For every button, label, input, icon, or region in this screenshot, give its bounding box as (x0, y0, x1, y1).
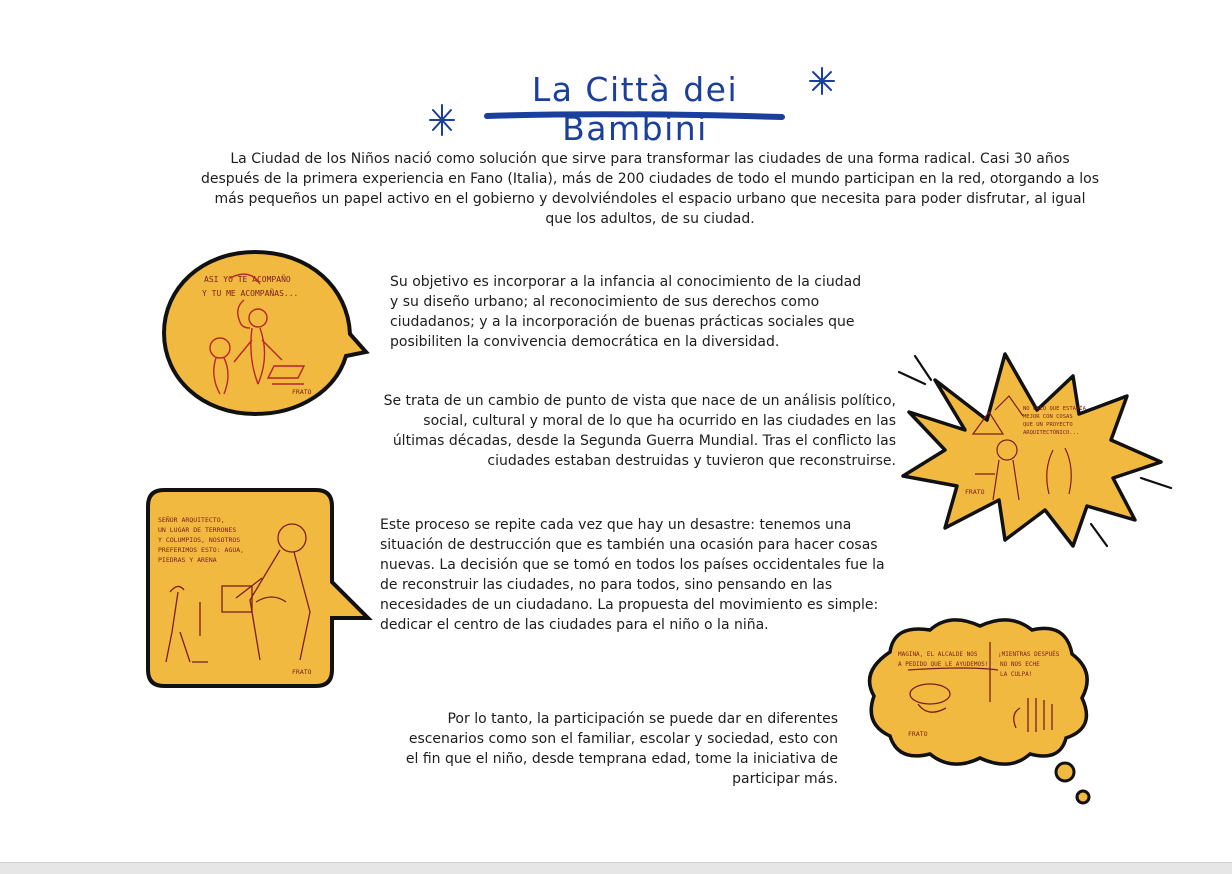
star-icon (810, 68, 834, 94)
page-title: La Città dei Bambini (531, 70, 739, 148)
cartoon-caption: ARQUITECTÓNICO... (1023, 430, 1080, 436)
cartoon-signature: FRATO (292, 388, 312, 396)
paragraph-process: Este proceso se repite cada vez que hay un desastre: tenemos una situación de destrucción que es también una ocasión para hacer cosas nuevas. La decisión que se tomó en todos los países occidentales fue la de reconstruir las ciudades, no para todos, sino pensando en las necesidades de un ciudadano. La propuesta del movimiento es simple: dedicar el centro de las ciudades para el niño o la niña. (380, 517, 885, 633)
cartoon-caption: MAGINA, EL ALCALDE NOS (898, 651, 978, 658)
cartoon-signature: FRATO (965, 488, 985, 496)
cartoon-caption: Y TU ME ACOMPAÑAS... (202, 289, 299, 298)
cartoon-caption: LA CULPA! (1000, 671, 1033, 678)
cartoon-caption: ASI YO TE ACOMPAÑO (204, 275, 291, 284)
star-icon (430, 105, 454, 135)
paragraph-change: Se trata de un cambio de punto de vista que nace de un análisis político, social, cultural y moral de lo que ha ocurrido en las ciudades en las últimas décadas, desde la Segunda Guerra Mundial. Tras el conflicto las ciudades estaban destruidas y tuvieron que reconstruirse. (383, 393, 896, 469)
cartoon-speech-bubble-square (144, 486, 370, 692)
cartoon-caption: NO NOS ECHE (1000, 661, 1040, 668)
cartoon-caption: Y COLUMPIOS, NOSOTROS (158, 536, 241, 544)
cartoon-caption: A PEDIDO QUE LE AYUDEMOS! (898, 661, 989, 668)
cartoon-caption: NO CREO QUE ESTARÍA (1023, 406, 1086, 412)
cartoon-caption: UN LUGAR DE TERRONES (158, 526, 237, 534)
cartoon-caption: SEÑOR ARQUITECTO, (158, 516, 225, 524)
paragraph-objective: Su objetivo es incorporar a la infancia al conocimiento de la ciudad y su diseño urbano; al reconocimiento de sus derechos como ciudadanos; y a la incorporación de buenas prácticas sociales que posibiliten la convivencia democrática en la diversidad. (390, 274, 862, 350)
cartoon-speech-bubble-round (160, 248, 370, 418)
page-bottom-bar (0, 862, 1232, 874)
paragraph-participation: Por lo tanto, la participación se puede dar en diferentes escenarios como son el familiar, escolar y sociedad, esto con el fin que el niño, desde temprana edad, tome la iniciativa de participar más. (405, 711, 838, 787)
title-decoration (420, 60, 860, 140)
cartoon-caption: MEJOR CON COSAS (1023, 414, 1073, 420)
cartoon-caption: PIEDRAS Y ARENA (158, 556, 217, 564)
cartoon-caption: PREFERIMOS ESTO: AGUA, (158, 546, 245, 554)
cartoon-explosion-bubble (895, 350, 1175, 550)
cartoon-signature: FRATO (292, 668, 312, 676)
cartoon-thought-cloud (860, 612, 1100, 808)
cartoon-signature: FRATO (908, 730, 928, 738)
cartoon-caption: ¡MIENTRAS DESPUÉS (998, 651, 1060, 658)
intro-paragraph: La Ciudad de los Niños nació como solución que sirve para transformar las ciudades de una forma radical. Casi 30 años después de la primera experiencia en Fano (Italia), más de 200 ciudades de todo el mundo participan en la red, otorgando a los más pequeños un papel activo en el gobierno y devolviéndoles el espacio urbano que necesita para poder disfrutar, al igual que los adultos, de su ciudad. (200, 151, 1100, 227)
cartoon-caption: QUE UN PROYECTO (1023, 422, 1073, 428)
